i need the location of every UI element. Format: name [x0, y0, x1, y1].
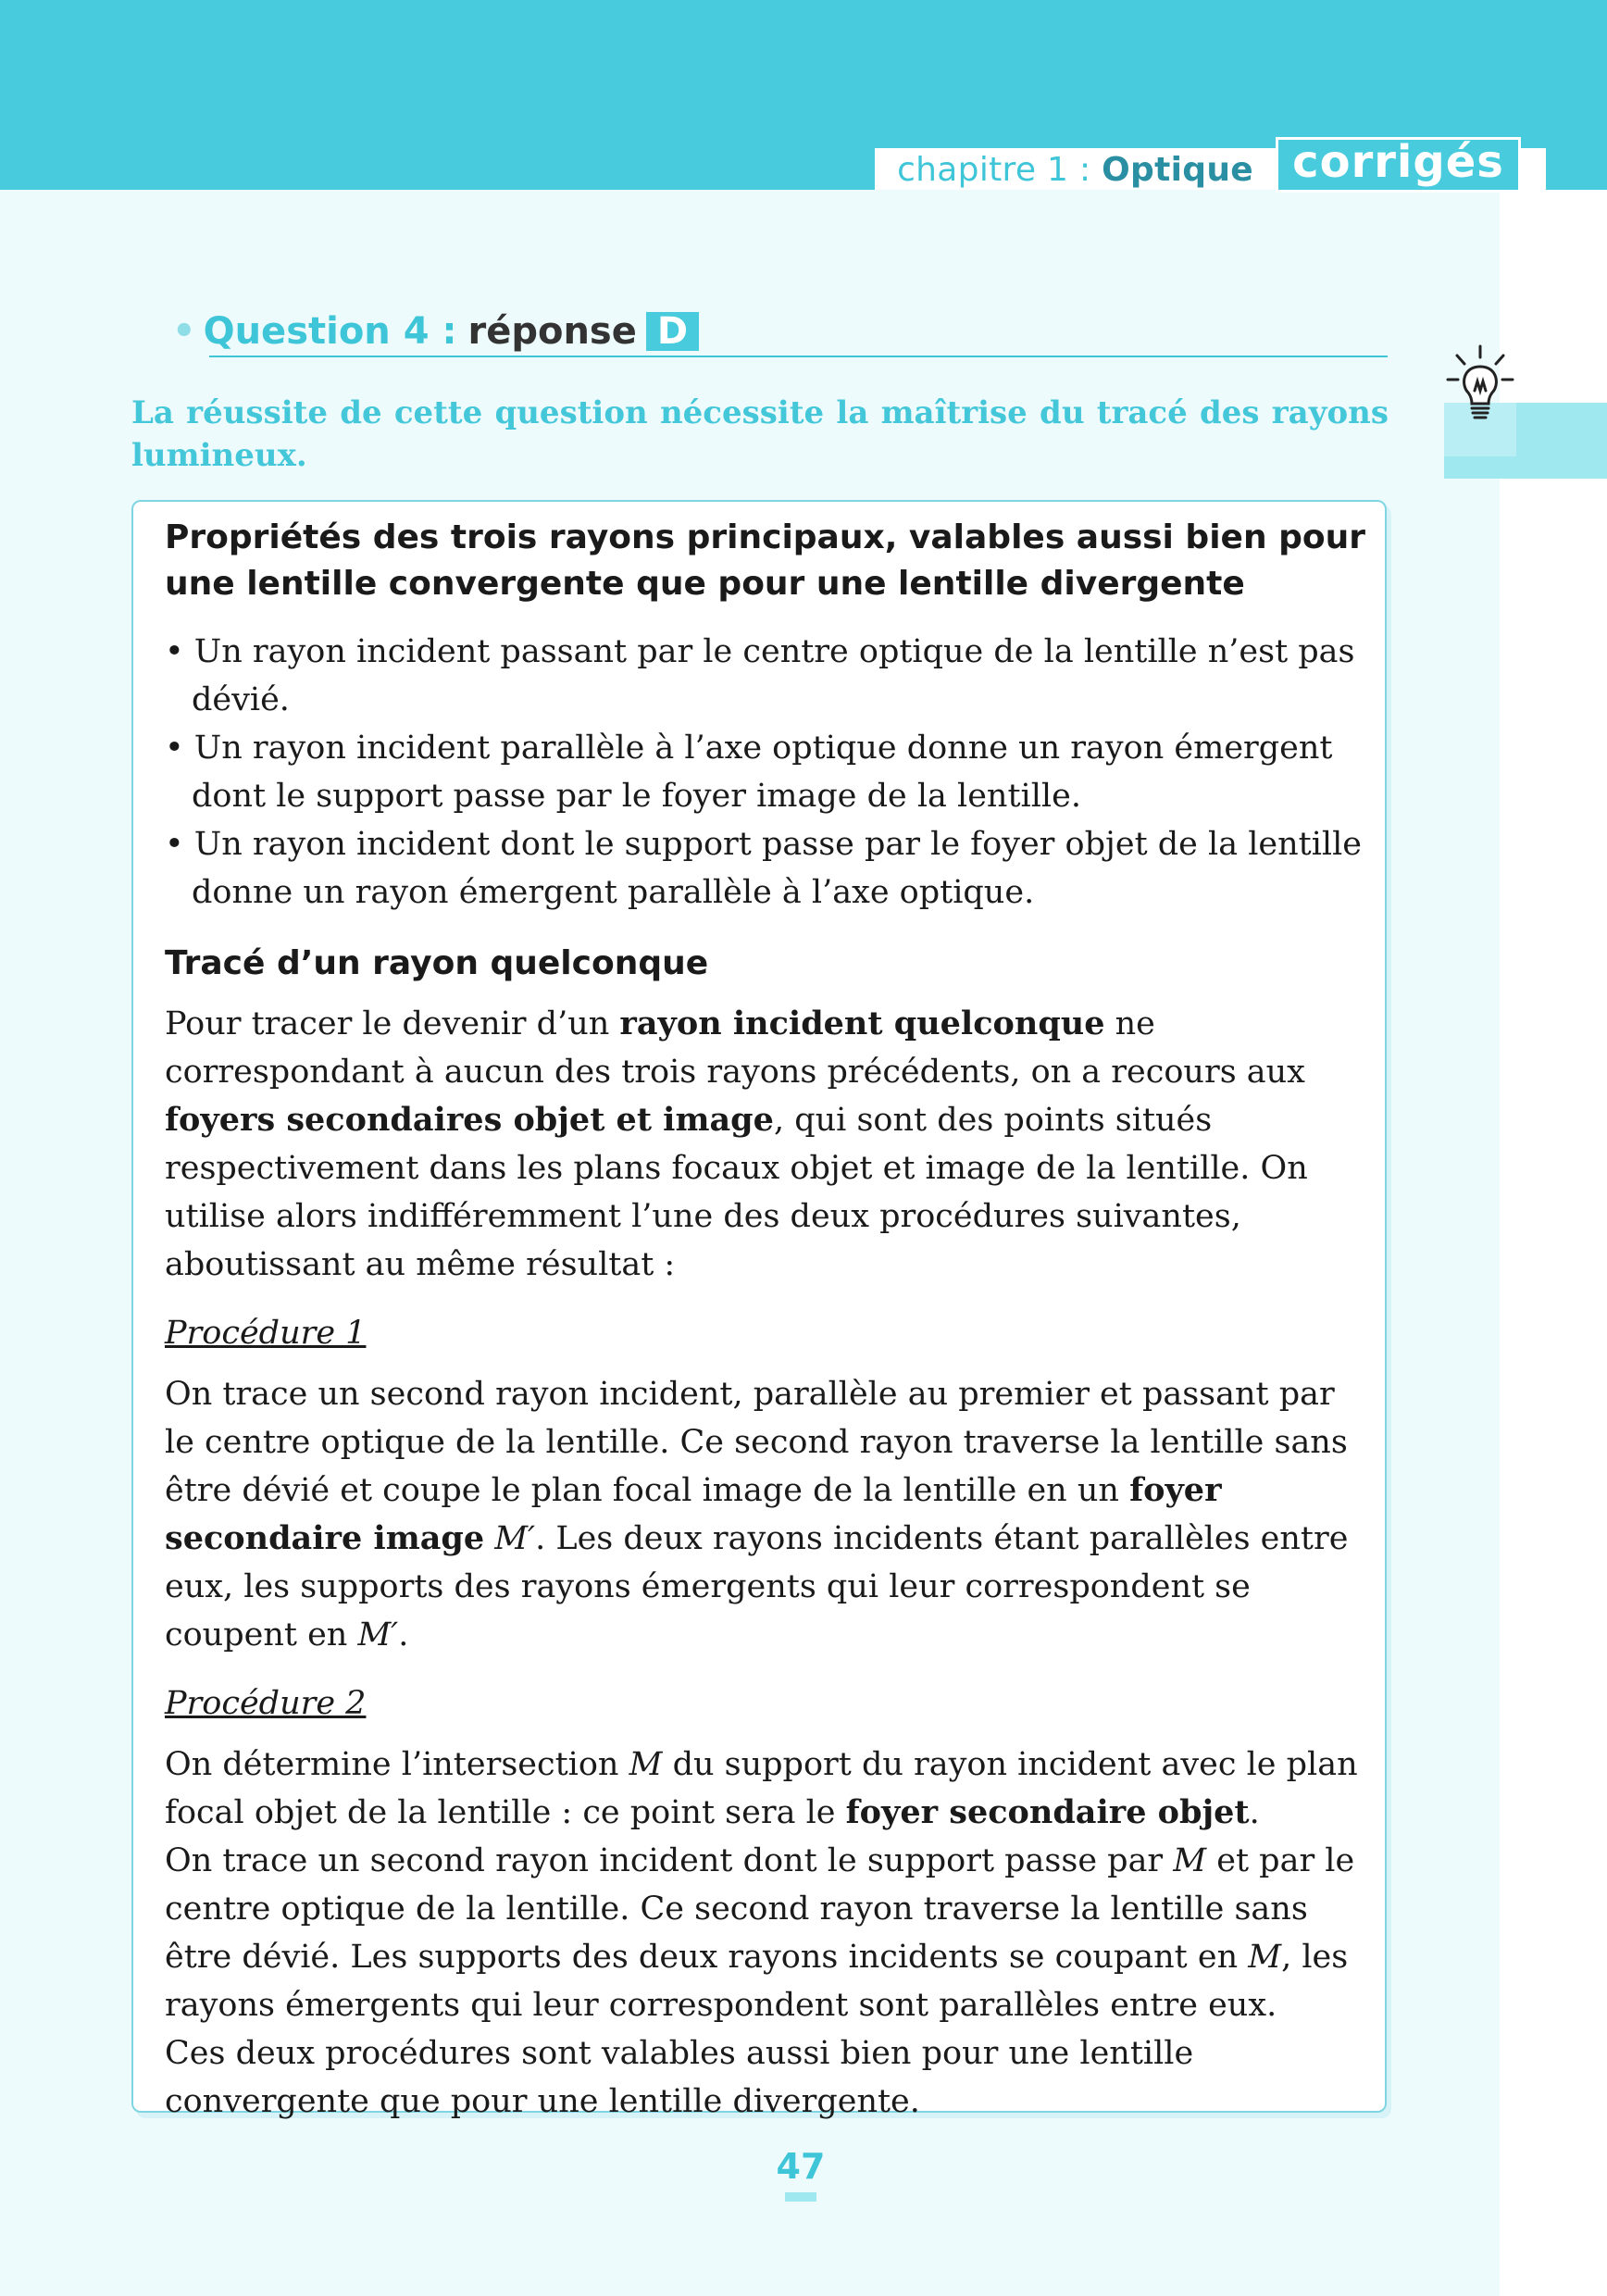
box-heading-trace: Tracé d’un rayon quelconque [165, 944, 709, 982]
text-run: et par le centre optique de la lentille. Ce second rayon traverse la lentille sans être dévié. Les supports des deux rayons incidents se coupant en [165, 1842, 1355, 1976]
chapter-prefix: chapitre 1 : [897, 151, 1102, 189]
procedure-1-title: Procédure 1 [165, 1315, 367, 1352]
question-label: Question 4 : [203, 310, 457, 353]
content-box-text [165, 509, 1368, 2126]
text-run: du support du rayon incident avec le plan focal objet de la lentille : ce point sera le [165, 1746, 1358, 1831]
text-run: . [1249, 1794, 1260, 1831]
text-run: ne correspondant à aucun des trois rayons précédents, on a recours aux [165, 1005, 1305, 1091]
bold-run: foyer secondaire objet [845, 1793, 1250, 1831]
question-heading [172, 310, 699, 353]
page-number: 47 [776, 2146, 826, 2187]
lightbulb-icon [1444, 344, 1516, 428]
box-heading-properties: Propriétés des trois rayons principaux, valables aussi bien pour une lentille convergente que pour une lentille divergente [165, 518, 1366, 603]
text-run: On trace un second rayon incident, parallèle au premier et passant par le centre optique de la lentille. Ce second rayon traverse la lentille sans être dévié et coupe le plan focal image de la lentille en un [165, 1376, 1348, 1509]
italic-run: M′ [357, 1616, 399, 1653]
text-run: On détermine l’intersection [165, 1746, 629, 1783]
procedure-2-text [165, 1741, 1368, 2126]
italic-run: M′ [484, 1520, 536, 1557]
trace-paragraph [165, 1000, 1368, 1289]
bullet-dot: • [172, 310, 196, 353]
chapter-name: Optique [1102, 151, 1253, 189]
text-run: . [398, 1616, 409, 1653]
italic-run: M [1173, 1842, 1207, 1879]
list-item: • Un rayon incident parallèle à l’axe optique donne un rayon émergent dont le support passe par le foyer image de la lentille. [165, 730, 1333, 815]
text-run: , les rayons émergents qui leur correspondent sont parallèles entre eux. [165, 1939, 1349, 2024]
text-run: On trace un second rayon incident dont le support passe par [165, 1842, 1174, 1879]
italic-run: M [629, 1746, 663, 1783]
section-tag: corrigés [1276, 137, 1521, 193]
ray-properties-list [165, 628, 1368, 917]
heading-rule [209, 356, 1388, 357]
procedure-1-text [165, 1370, 1368, 1659]
intro-text: La réussite de cette question nécessite la maîtrise du tracé des rayons lumineux. [131, 394, 1389, 474]
text-run: , qui sont des points situés respectivement dans les plans focaux objet et image de la lentille. On utilise alors indifféremment l’une des deux procédures suivantes, aboutissant au même résultat : [165, 1102, 1308, 1283]
text-run: Ces deux procédures sont valables aussi bien pour une lentille convergente que pour une lentille divergente. [165, 2035, 1194, 2120]
text-run: . Les deux rayons incidents étant parallèles entre eux, les supports des rayons émergents qui leur correspondent se coupent en [165, 1520, 1349, 1653]
answer-word: réponse [467, 310, 637, 353]
bold-run: foyers secondaires objet et image [165, 1101, 774, 1139]
procedure-2-title: Procédure 2 [165, 1685, 367, 1722]
italic-run: M [1248, 1939, 1282, 1976]
list-item: • Un rayon incident dont le support passe par le foyer objet de la lentille donne un rayon émergent parallèle à l’axe optique. [165, 826, 1363, 911]
bold-run: foyer secondaire image [165, 1471, 1222, 1557]
page-number-mark [785, 2192, 816, 2202]
bold-run: rayon incident quelconque [619, 1004, 1105, 1042]
chapter-title [897, 151, 1253, 189]
answer-letter-badge: D [646, 312, 699, 351]
text-run: Pour tracer le devenir d’un [165, 1005, 620, 1042]
list-item: • Un rayon incident passant par le centre optique de la lentille n’est pas dévié. [165, 633, 1355, 718]
